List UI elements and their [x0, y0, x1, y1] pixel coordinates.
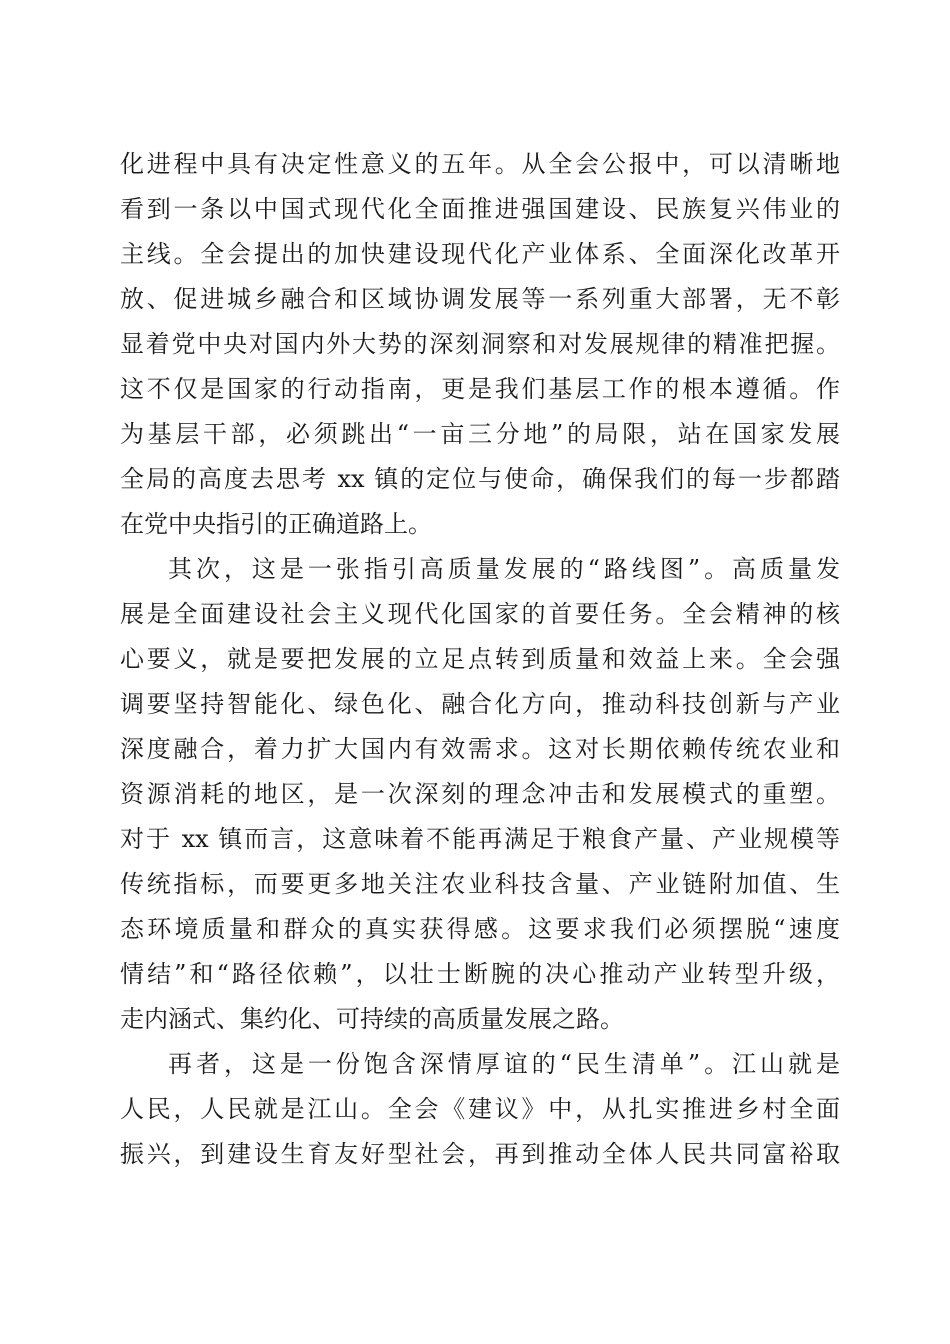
text-line: 深度融合，着力扩大国内有效需求。这对长期依赖传统农业和 — [120, 735, 840, 763]
text-line: 其次，这是一张指引高质量发展的“路线图”。高质量发 — [168, 555, 840, 583]
text-line: 走内涵式、集约化、可持续的高质量发展之路。 — [120, 1005, 624, 1033]
text-line: 这不仅是国家的行动指南，更是我们基层工作的根本遵循。作 — [120, 375, 840, 403]
text-line: 显着党中央对国内外大势的深刻洞察和对发展规律的精准把握。 — [120, 330, 840, 358]
text-line: 化进程中具有决定性意义的五年。从全会公报中，可以清晰地 — [120, 150, 840, 178]
text-line: 振兴，到建设生育友好型社会，再到推动全体人民共同富裕取 — [120, 1140, 840, 1168]
paragraph-1 — [120, 142, 840, 547]
text-line: 在党中央指引的正确道路上。 — [120, 510, 432, 538]
text-line: 全局的高度去思考 xx 镇的定位与使命，确保我们的每一步都踏 — [120, 465, 840, 493]
body-text — [120, 142, 840, 1177]
text-line: 再者，这是一份饱含深情厚谊的“民生清单”。江山就是 — [168, 1050, 840, 1078]
text-line: 情结”和“路径依赖”，以壮士断腕的决心推动产业转型升级， — [120, 960, 840, 988]
text-line: 资源消耗的地区，是一次深刻的理念冲击和发展模式的重塑。 — [120, 780, 840, 808]
text-line: 人民，人民就是江山。全会《建议》中，从扎实推进乡村全面 — [120, 1095, 840, 1123]
text-line: 看到一条以中国式现代化全面推进强国建设、民族复兴伟业的 — [120, 195, 840, 223]
text-line: 主线。全会提出的加快建设现代化产业体系、全面深化改革开 — [120, 240, 840, 268]
text-line: 调要坚持智能化、绿色化、融合化方向，推动科技创新与产业 — [120, 690, 840, 718]
text-line: 放、促进城乡融合和区域协调发展等一系列重大部署，无不彰 — [120, 285, 840, 313]
paragraph-3 — [120, 1042, 840, 1177]
text-line: 为基层干部，必须跳出“一亩三分地”的局限，站在国家发展 — [120, 420, 840, 448]
text-line: 态环境质量和群众的真实获得感。这要求我们必须摆脱“速度 — [120, 915, 840, 943]
text-line: 展是全面建设社会主义现代化国家的首要任务。全会精神的核 — [120, 600, 840, 628]
text-line: 传统指标，而要更多地关注农业科技含量、产业链附加值、生 — [120, 870, 840, 898]
text-line: 对于 xx 镇而言，这意味着不能再满足于粮食产量、产业规模等 — [120, 825, 840, 853]
paragraph-2 — [120, 547, 840, 1042]
text-line: 心要义，就是要把发展的立足点转到质量和效益上来。全会强 — [120, 645, 840, 673]
